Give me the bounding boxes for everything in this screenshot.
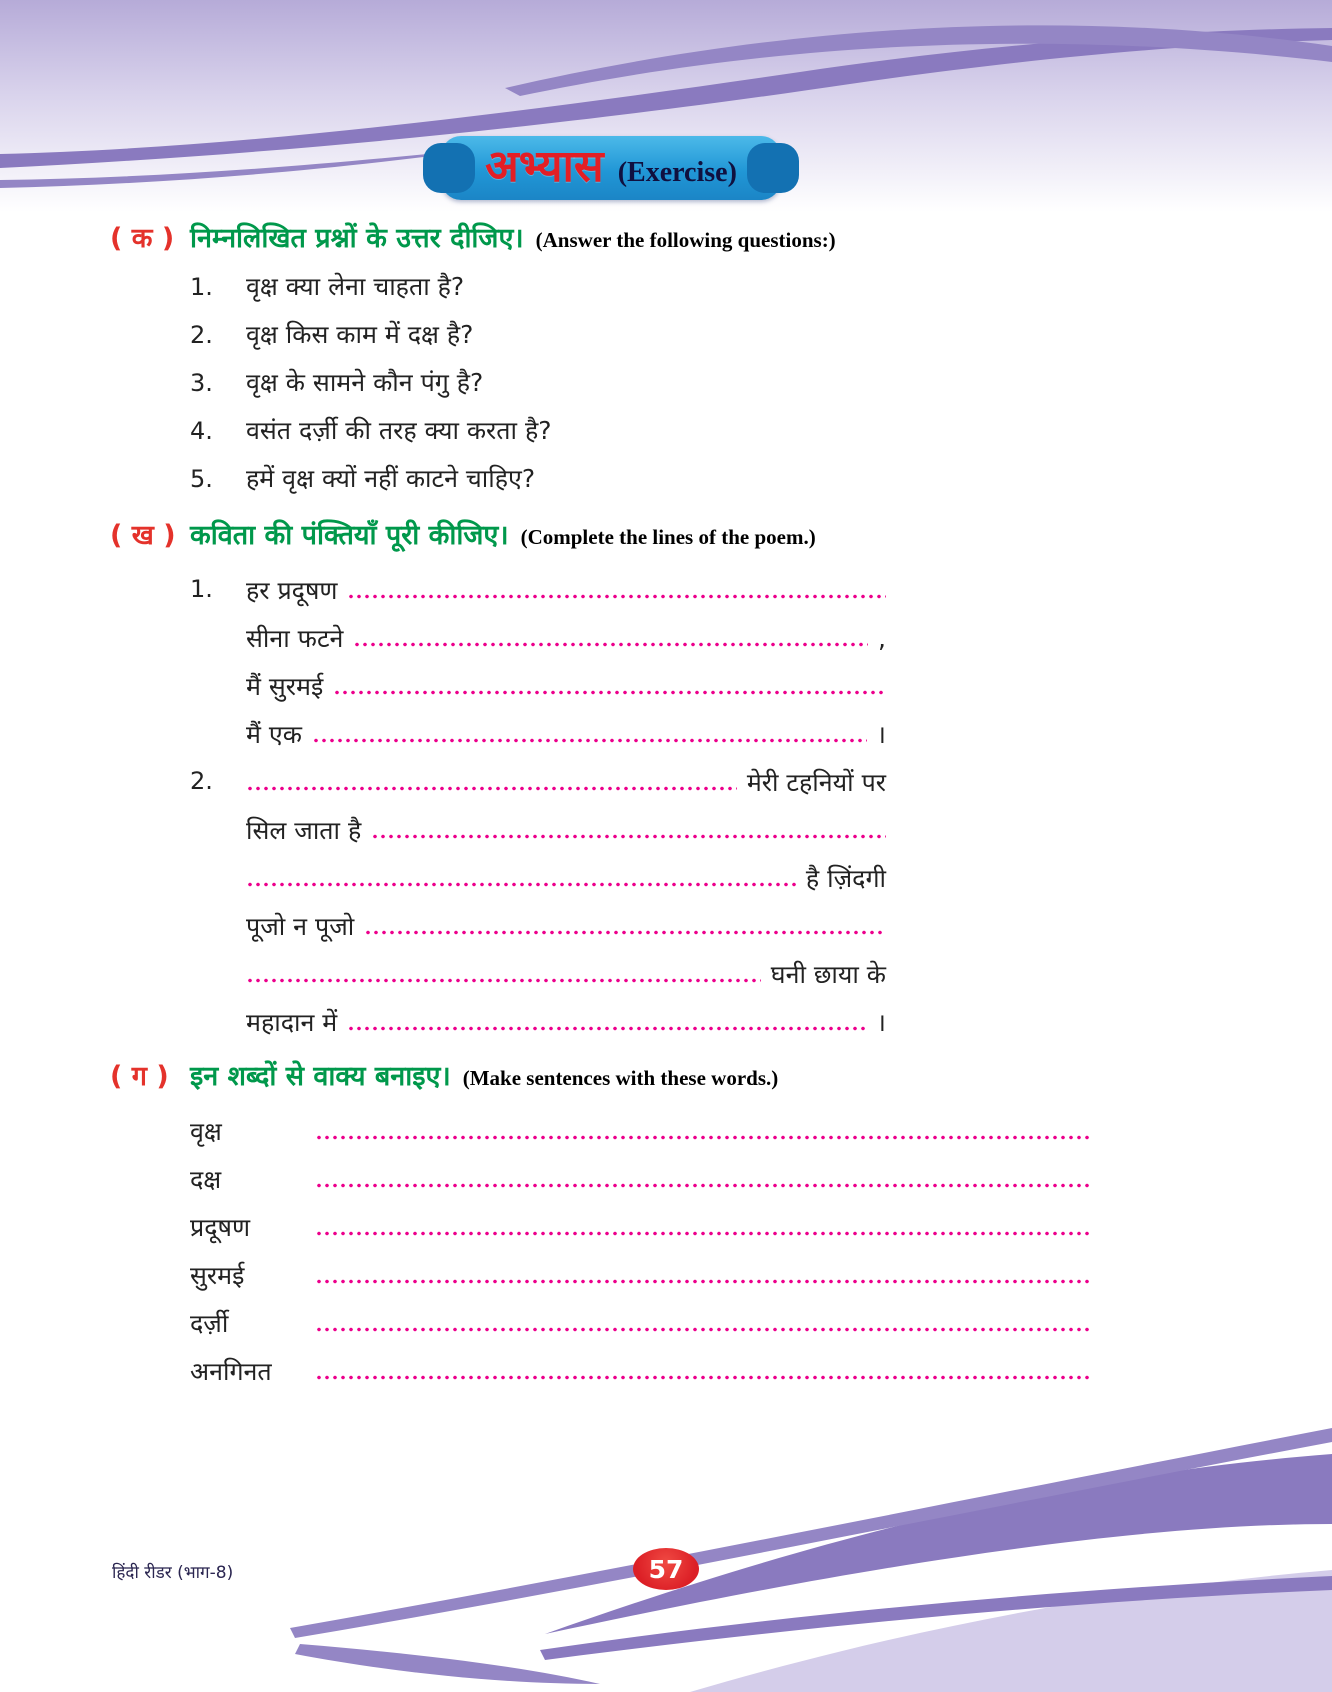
word-label: प्रदूषण <box>190 1213 251 1242</box>
section-ga-heading <box>110 1056 1212 1093</box>
question-number: 3. <box>190 369 213 397</box>
line-suffix: है ज़िंदगी <box>805 864 886 893</box>
word-row <box>190 1251 1090 1299</box>
dotted-blank <box>333 677 886 695</box>
question-row <box>190 461 1212 509</box>
fill-line <box>246 950 886 998</box>
question-text: वृक्ष के सामने कौन पंगु है? <box>246 368 484 397</box>
item-number: 2. <box>190 767 213 795</box>
word-label: दर्ज़ी <box>190 1309 229 1338</box>
section-ga-title-hindi: इन शब्दों से वाक्य बनाइए। <box>190 1061 451 1092</box>
dotted-blank <box>315 1218 1090 1236</box>
question-text: हमें वृक्ष क्यों नहीं काटने चाहिए? <box>246 464 536 493</box>
question-number: 1. <box>190 273 213 301</box>
word-label: वृक्ष <box>190 1117 222 1146</box>
question-row <box>190 269 1212 317</box>
page-footer <box>0 1548 1332 1592</box>
section-kha-heading <box>110 515 1212 552</box>
dotted-blank <box>315 1122 1090 1140</box>
section-ka-heading <box>110 218 1212 255</box>
badge-title-english: (Exercise) <box>617 157 737 188</box>
question-text: वसंत दर्ज़ी की तरह क्या करता है? <box>246 416 552 445</box>
word-label: दक्ष <box>190 1165 222 1194</box>
question-row <box>190 413 1212 461</box>
line-prefix: पूजो न पूजो <box>246 912 355 941</box>
word-row <box>190 1107 1090 1155</box>
badge-container <box>0 136 1277 200</box>
dotted-blank <box>246 773 737 791</box>
line-prefix: मैं सुरमई <box>246 672 324 701</box>
bottom-swoosh-decoration <box>0 1392 1332 1692</box>
word-label: अनगिनत <box>190 1357 272 1386</box>
dotted-blank <box>246 869 796 887</box>
book-title: हिंदी रीडर (भाग-8) <box>112 1563 234 1583</box>
item-number: 1. <box>190 575 213 603</box>
fill-line <box>246 998 886 1046</box>
word-label: सुरमई <box>190 1261 245 1290</box>
poem-lines <box>246 566 886 758</box>
poem-item-1 <box>190 566 1212 758</box>
line-prefix: महादान में <box>246 1008 338 1037</box>
question-row <box>190 317 1212 365</box>
word-row <box>190 1203 1090 1251</box>
question-row <box>190 365 1212 413</box>
dotted-blank <box>364 917 886 935</box>
line-suffix: । <box>876 720 886 749</box>
fill-line <box>246 614 886 662</box>
dotted-blank <box>347 581 886 599</box>
line-prefix: सीना फटने <box>246 624 344 653</box>
dotted-blank <box>312 725 867 743</box>
line-suffix: । <box>876 1008 886 1037</box>
word-row <box>190 1155 1090 1203</box>
dotted-blank <box>315 1170 1090 1188</box>
fill-line <box>246 710 886 758</box>
question-number: 5. <box>190 465 213 493</box>
section-ka-title-english: (Answer the following questions:) <box>535 228 836 252</box>
dotted-blank <box>315 1266 1090 1284</box>
word-row <box>190 1299 1090 1347</box>
section-ka-marker: ( क ) <box>110 223 175 254</box>
line-suffix: मेरी टहनियों पर <box>746 768 886 797</box>
page-number-badge: 57 <box>633 1548 699 1590</box>
section-kha-title-hindi: कविता की पंक्तियाँ पूरी कीजिए। <box>190 520 509 551</box>
exercise-badge <box>441 136 781 200</box>
section-kha-marker: ( ख ) <box>110 520 176 551</box>
badge-title-hindi: अभ्यास <box>485 141 604 192</box>
dotted-blank <box>315 1314 1090 1332</box>
line-prefix: मैं एक <box>246 720 302 749</box>
section-kha-title-english: (Complete the lines of the poem.) <box>520 525 816 549</box>
fill-line <box>246 806 886 854</box>
word-list <box>190 1107 1090 1395</box>
fill-line <box>246 758 886 806</box>
section-ga-marker: ( ग ) <box>110 1061 169 1092</box>
dotted-blank <box>371 821 886 839</box>
poem-lines <box>246 758 886 1046</box>
line-prefix: हर प्रदूषण <box>246 576 338 605</box>
section-ka-title-hindi: निम्नलिखित प्रश्नों के उत्तर दीजिए। <box>190 223 524 254</box>
fill-line <box>246 902 886 950</box>
question-number: 4. <box>190 417 213 445</box>
fill-line <box>246 566 886 614</box>
word-row <box>190 1347 1090 1395</box>
dotted-blank <box>353 629 868 647</box>
exercise-content <box>0 218 1332 1395</box>
question-text: वृक्ष किस काम में दक्ष है? <box>246 320 474 349</box>
question-text: वृक्ष क्या लेना चाहता है? <box>246 272 465 301</box>
fill-line <box>246 662 886 710</box>
dotted-blank <box>315 1362 1090 1380</box>
dotted-blank <box>246 965 761 983</box>
section-ga-title-english: (Make sentences with these words.) <box>462 1066 779 1090</box>
line-prefix: सिल जाता है <box>246 816 362 845</box>
poem-item-2 <box>190 758 1212 1046</box>
dotted-blank <box>347 1013 866 1031</box>
fill-line <box>246 854 886 902</box>
question-number: 2. <box>190 321 213 349</box>
line-suffix: , <box>878 623 886 653</box>
line-suffix: घनी छाया के <box>770 960 886 989</box>
